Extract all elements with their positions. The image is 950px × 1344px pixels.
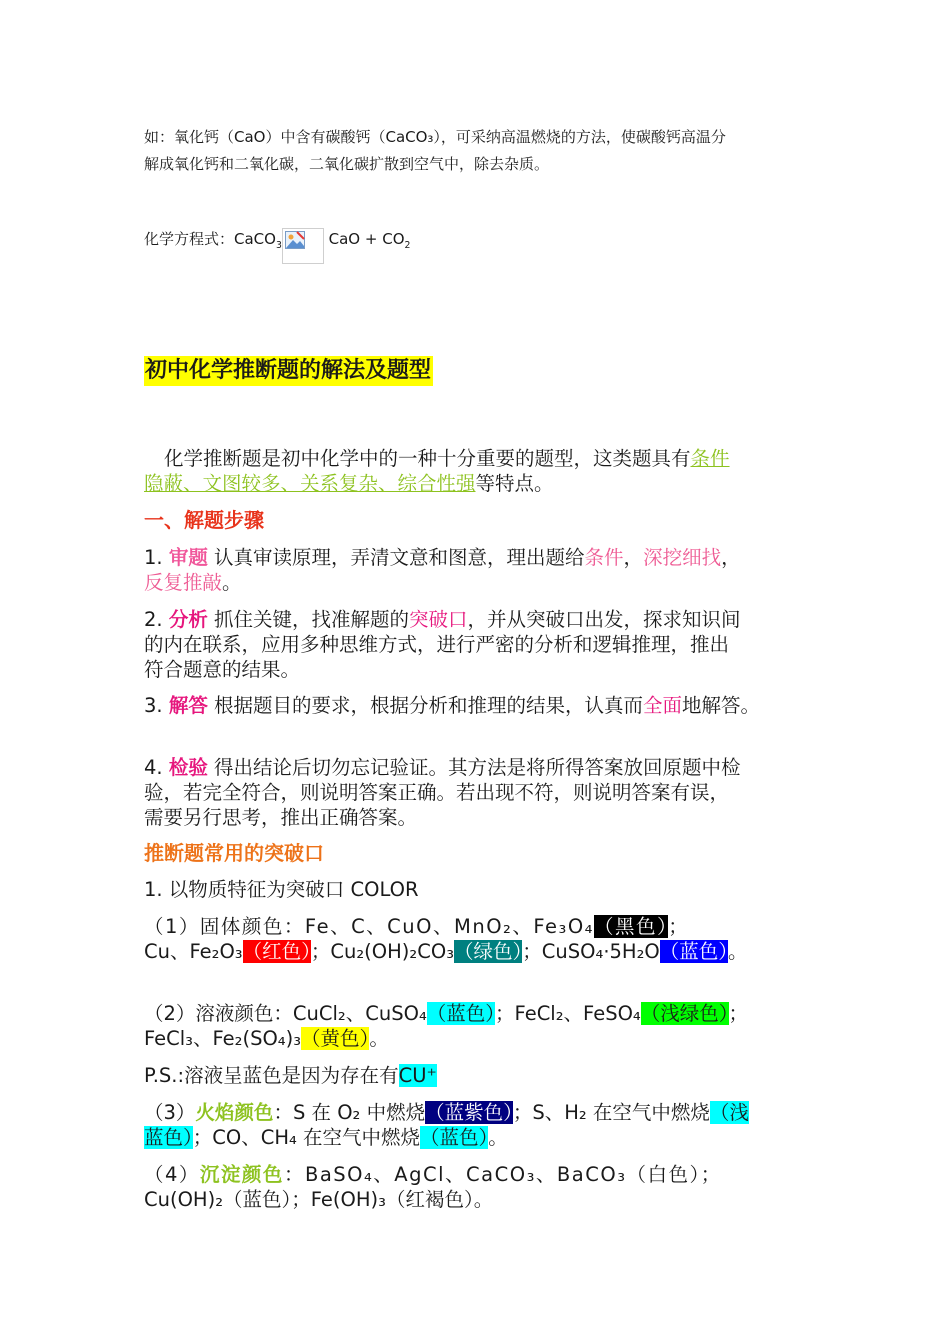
step-text: ，并从突破口出发，探求知识间 [467, 608, 741, 631]
step-keyword-review: 反复推敲 [144, 571, 223, 594]
flame-text: 。 [488, 1126, 508, 1149]
step-keyword-dig: 深挖细找 [643, 546, 722, 569]
precipitate-text: Cu(OH)₂（蓝色）；Fe(OH)₃（红褐色）。 [144, 1188, 494, 1211]
yellow-solutions: FeCl₃、Fe₂(SO₄)₃ [144, 1027, 302, 1050]
yellow-highlight: （黄色） [301, 1027, 370, 1050]
flame-text: ；CO、CH₄ 在空气中燃烧 [192, 1126, 421, 1149]
light-green-solutions: FeCl₂、FeSO₄ [514, 1002, 641, 1025]
black-highlight: （黑色） [594, 915, 669, 938]
step-text: 根据题目的要求，根据分析和推理的结果，认真而 [207, 694, 644, 717]
red-highlight: （红色） [242, 940, 311, 963]
step-number: 1. [144, 546, 169, 569]
flame-label: （3） [144, 1101, 196, 1124]
step-text: ， [721, 546, 741, 569]
intro-text [144, 446, 814, 496]
blue-solids: CuSO₄·5H₂O [541, 940, 660, 963]
purple-highlight: （蓝紫色） [425, 1101, 513, 1124]
equation-subscript-2: 2 [404, 240, 411, 251]
blue-solution-highlight: （蓝色） [426, 1002, 496, 1025]
chemical-equation [144, 226, 814, 264]
flame-keyword: 火焰颜色 [195, 1101, 274, 1124]
broken-image-icon [282, 228, 324, 264]
step-keyword: 审题 [168, 546, 208, 569]
step-text-line: 需要另行思考，推出正确答案。 [144, 806, 418, 829]
light-blue-highlight: 蓝色） [144, 1126, 193, 1149]
flame-text: ：S 在 O₂ 中燃烧 [273, 1101, 426, 1124]
light-green-highlight: （浅绿色） [640, 1002, 729, 1025]
step-keyword: 解答 [168, 694, 208, 717]
precipitate-keyword: 沉淀颜色 [199, 1163, 284, 1186]
ps-text: P.S.:溶液呈蓝色是因为存在有 [144, 1064, 399, 1087]
equation-products: CaO + CO [323, 230, 405, 248]
equation-subscript: 3 [275, 240, 282, 251]
section-heading-steps: 一、解题步骤 [144, 508, 264, 532]
intro-text-1: 化学推断题是初中化学中的一种十分重要的题型，这类题具有 [164, 447, 691, 470]
intro-text-2: 等特点。 [475, 472, 554, 495]
intro-line-2: 解成氧化钙和二氧化碳，二氧化碳扩散到空气中，除去杂质。 [144, 155, 550, 173]
step-text: 认真审读原理，弄清文意和图意，理出题给 [207, 546, 585, 569]
ps-note [144, 1063, 814, 1088]
step-text: 得出结论后切勿忘记验证。其方法是将所得答案放回原题中检 [207, 756, 741, 779]
solid-colors: （1）固体颜色：Fe、C、CuO、MnO₂、Fe₃O₄（黑色）； Cu、Fe₂O₃（红色）；Cu₂(OH)₂CO₃（绿色）；CuSO₄·5H₂O（蓝色）。 [144, 915, 748, 963]
step-keyword-breakthrough: 突破口 [409, 608, 468, 631]
step-number: 4. [144, 756, 169, 779]
page-title: 初中化学推断题的解法及题型 [144, 356, 433, 386]
step-keyword: 检验 [168, 756, 208, 779]
precipitate-label: （4） [144, 1163, 200, 1186]
step-number: 2. [144, 608, 169, 631]
solid-label: （1）固体颜色： [144, 915, 305, 938]
step-text-line: 符合题意的结果。 [144, 658, 301, 681]
step-text: 。 [222, 571, 242, 594]
green-highlight: （绿色） [454, 940, 523, 963]
step-text: 地解答。 [682, 694, 761, 717]
step-1 [144, 545, 814, 595]
step-keyword: 分析 [168, 608, 208, 631]
step-number: 3. [144, 694, 169, 717]
blue-solutions: CuCl₂、CuSO₄ [292, 1002, 427, 1025]
intro-line-1: 如：氧化钙（CaO）中含有碳酸钙（CaCO₃），可采纳高温燃烧的方法，使碳酸钙高温分 [144, 128, 726, 146]
flame-colors [144, 1100, 814, 1150]
light-blue-highlight: （浅 [709, 1101, 749, 1124]
ps-highlight: CU⁺ [398, 1064, 437, 1087]
step-4 [144, 755, 814, 830]
precipitate-colors [144, 1162, 814, 1212]
solution-colors: （2）溶液颜色：CuCl₂、CuSO₄（蓝色）；FeCl₂、FeSO₄（浅绿色）； FeCl₃、Fe₂(SO₄)₃（黄色）。 [144, 1002, 749, 1050]
black-solids: Fe、C、CuO、MnO₂、Fe₃O₄ [304, 915, 594, 938]
section-heading-breakthrough: 推断题常用的突破口 [144, 841, 324, 865]
highlight-conditions: 条件 [690, 447, 730, 470]
highlight-features: 隐蔽、文图较多、关系复杂、综合性强 [144, 472, 476, 495]
intro-paragraph [144, 124, 814, 178]
step-text: 抓住关键，找准解题的 [207, 608, 410, 631]
blue-flame-highlight: （蓝色） [420, 1126, 489, 1149]
step-keyword-comprehensive: 全面 [643, 694, 683, 717]
subheading-color: 1. 以物质特征为突破口 COLOR [144, 878, 419, 901]
solution-label: （2）溶液颜色： [144, 1002, 293, 1025]
green-solids: Cu₂(OH)₂CO₃ [330, 940, 455, 963]
step-text: ， [623, 546, 644, 569]
equation-label: 化学方程式：CaCO [144, 230, 276, 248]
precipitate-text: ：BaSO₄、AgCl、CaCO₃、BaCO₃（白色）； [283, 1163, 722, 1186]
blue-highlight: （蓝色） [659, 940, 729, 963]
step-3 [144, 693, 814, 718]
red-solids: Cu、Fe₂O₃ [144, 940, 243, 963]
flame-text: ；S、H₂ 在空气中燃烧 [512, 1101, 710, 1124]
step-keyword-conditions: 条件 [584, 546, 624, 569]
step-text-line: 验，若完全符合，则说明答案正确。若出现不符，则说明答案有误， [144, 781, 730, 804]
step-text-line: 的内在联系，应用多种思维方式，进行严密的分析和逻辑推理，推出 [144, 633, 730, 656]
step-2 [144, 607, 814, 682]
